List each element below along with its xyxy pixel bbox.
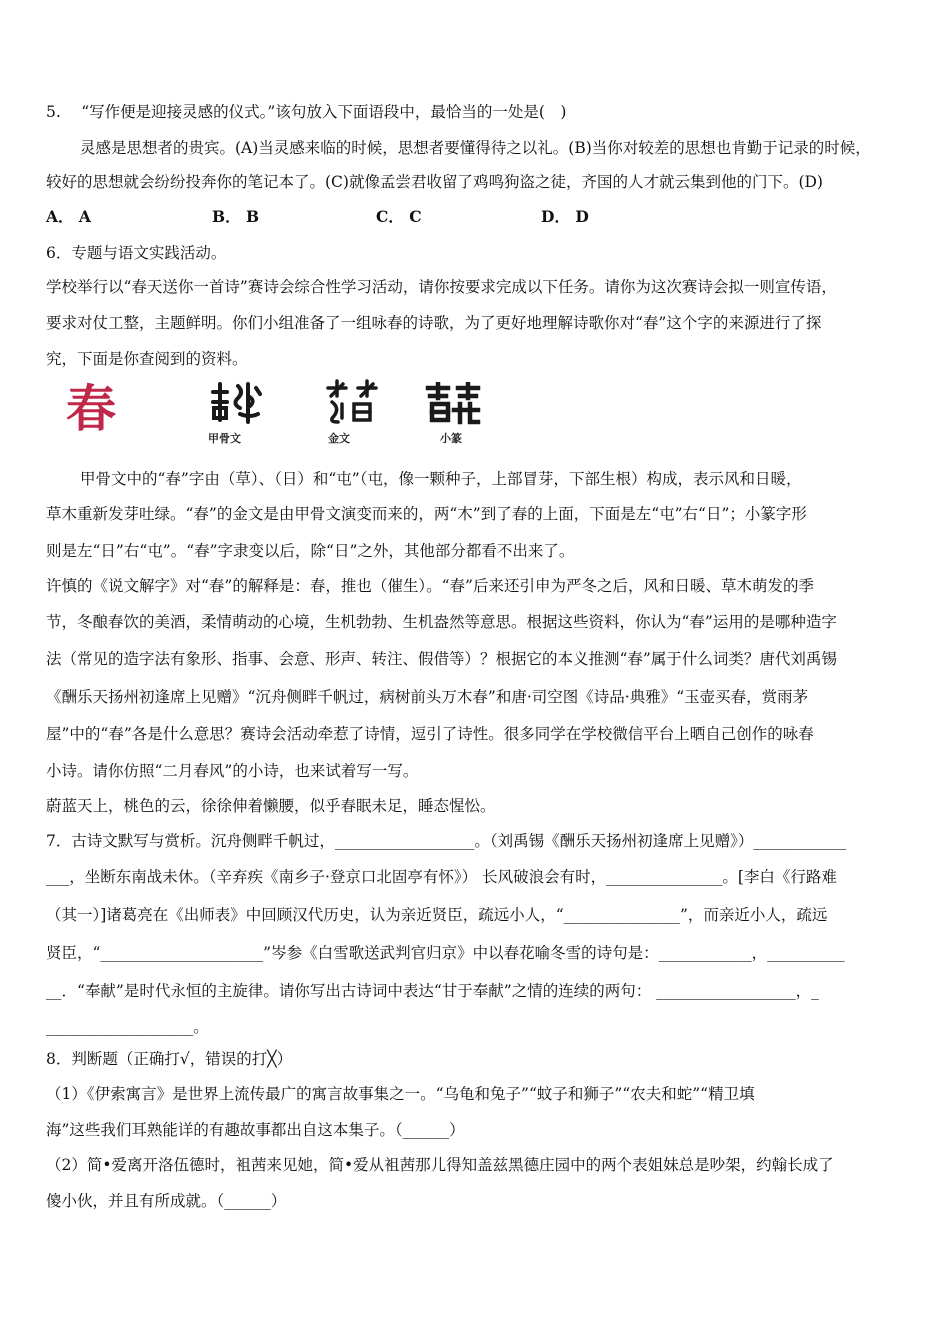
modern-chun-glyph — [66, 379, 118, 438]
q7-line[interactable]: __．“奉献”是时代永恒的主旋律。请你写出古诗词中表达“甘于奉献”之情的连续的两句： __________________，_ — [46, 982, 819, 1000]
q8-item-2-answer-line[interactable]: 傻小伙，并且有所成就。（______） — [46, 1192, 287, 1210]
q5-passage-line: 灵感是思想者的贵宾。(A)当灵感来临的时候，思想者要懂得待之以礼。(B)当你对较差的思想也肯勤于记录的时候， — [80, 139, 871, 157]
q7-line[interactable]: （其一）]诸葛亮在《出师表》中回顾汉代历史，认为亲近贤臣，疏远小人，“_______________”，而亲近小人，疏远 — [46, 906, 828, 924]
q6-sample-poem: 蔚蓝天上，桃色的云，徐徐伸着懒腰，似乎春眠未足，睡态惺忪。 — [46, 797, 496, 815]
q6-intro-line: 究，下面是你查阅到的资料。 — [46, 350, 248, 368]
q5-passage-line: 较好的思想就会纷纷投奔你的笔记本了。(C)就像孟尝君收留了鸡鸣狗盗之徒，齐国的人才就云集到他的门下。(D) — [46, 173, 823, 191]
q7-line[interactable]: 7．古诗文默写与赏析。沉舟侧畔千帆过，__________________。（刘禹锡《酬乐天扬州初逢席上见赠》）____________ — [46, 832, 847, 850]
chun-character-evolution-figure — [60, 378, 500, 446]
seal-label: 小篆 — [440, 432, 462, 445]
q8-title: 8．判断题（正确打√，错误的打╳） — [46, 1050, 293, 1068]
q5-stem: 5. “写作便是迎接灵感的仪式。”该句放入下面语段中，最恰当的一处是( ) — [46, 103, 567, 121]
q6-shuowen-line: 屋”中的“春”各是什么意思？赛诗会活动牵惹了诗情，逗引了诗性。很多同学在学校微信平台上晒自己创作的咏春 — [46, 725, 814, 743]
oracle-bone-chun-glyph — [210, 378, 264, 430]
q8-item-1-answer-line[interactable]: 海”这些我们耳熟能详的有趣故事都出自这本集子。（______） — [46, 1121, 465, 1139]
q6-explain-line: 甲骨文中的“春”字由（草）、（日）和“屯”（屯，像一颗种子，上部冒芽，下部生根）构成，表示风和日暖， — [80, 470, 802, 488]
q6-shuowen-line: 法（常见的造字法有象形、指事、会意、形声、转注、假借等）？根据它的本义推测“春”属于什么词类？唐代刘禹锡 — [46, 650, 837, 668]
bronze-label: 金文 — [328, 432, 350, 445]
q5-option-d[interactable]: D． D — [541, 207, 589, 226]
q7-line[interactable]: 贤臣，“_____________________”岑参《白雪歌送武判官归京》中以春花喻冬雪的诗句是：____________，__________ — [46, 944, 845, 962]
q6-intro-line: 学校举行以“春天送你一首诗”赛诗会综合性学习活动，请你按要求完成以下任务。请你为这次赛诗会拟一则宣传语， — [46, 278, 837, 296]
q8-item-2-line: （2）简•爱离开洛伍德时，袓茜来见她，简•爱从袓茜那儿得知盖兹黑德庄园中的两个表姐妹总是吵架，约翰长成了 — [46, 1156, 834, 1174]
q6-shuowen-line: 小诗。请你仿照“二月春风”的小诗，也来试着写一写。 — [46, 762, 419, 780]
q6-shuowen-line: 节，冬酿春饮的美酒，柔情萌动的心境，生机勃勃、生机盎然等意思。根据这些资料，你认为“春”运用的是哪种造字 — [46, 613, 837, 631]
q5-option-b[interactable]: B． B — [212, 207, 260, 226]
q6-explain-line: 则是左“日”右“屯”。“春”字隶变以后，除“日”之外，其他部分都看不出来了。 — [46, 542, 575, 560]
modern-chun-text: 春 — [66, 379, 118, 438]
q8-item-1-line: （1）《伊索寓言》是世界上流传最广的寓言故事集之一。“乌龟和兔子”“蚊子和狮子”“农夫和蛇”“精卫填 — [46, 1085, 755, 1103]
oracle-bone-glyph-svg — [210, 378, 264, 426]
q6-explain-line: 草木重新发芽吐绿。“春”的金文是由甲骨文演变而来的，两“木”到了春的上面，下面是左“屯”右“日”；小篆字形 — [46, 505, 807, 523]
q6-shuowen-line: 许慎的《说文解字》对“春”的解释是：春，推也（催生）。“春”后来还引申为严冬之后，风和日暖、草木萌发的季 — [46, 577, 814, 595]
q6-intro-line: 要求对仗工整，主题鲜明。你们小组准备了一组咏春的诗歌，为了更好地理解诗歌你对“春”这个字的来源进行了探 — [46, 314, 822, 332]
q6-shuowen-line: 《酬乐天扬州初逢席上见赠》“沉舟侧畔千帆过，病树前头万木春”和唐·司空图《诗品·典雅》“玉壶买春，赏雨茅 — [46, 688, 809, 706]
q7-line[interactable]: ___，坐断东南战未休。（辛弃疾《南乡子·登京口北固亭有怀》） 长风破浪会有时，_______________。[李白《行路难 — [46, 868, 837, 886]
oracle-bone-label: 甲骨文 — [208, 432, 241, 445]
q5-option-a[interactable]: A． A — [46, 207, 91, 226]
q6-title: 6．专题与语文实践活动。 — [46, 244, 227, 262]
seal-glyph-svg — [424, 382, 482, 426]
seal-chun-glyph — [424, 382, 482, 430]
q5-option-c[interactable]: C． C — [376, 207, 422, 226]
bronze-glyph-svg — [322, 378, 382, 426]
bronze-chun-glyph — [322, 378, 382, 430]
q7-line[interactable]: ___________________。 — [46, 1018, 209, 1036]
